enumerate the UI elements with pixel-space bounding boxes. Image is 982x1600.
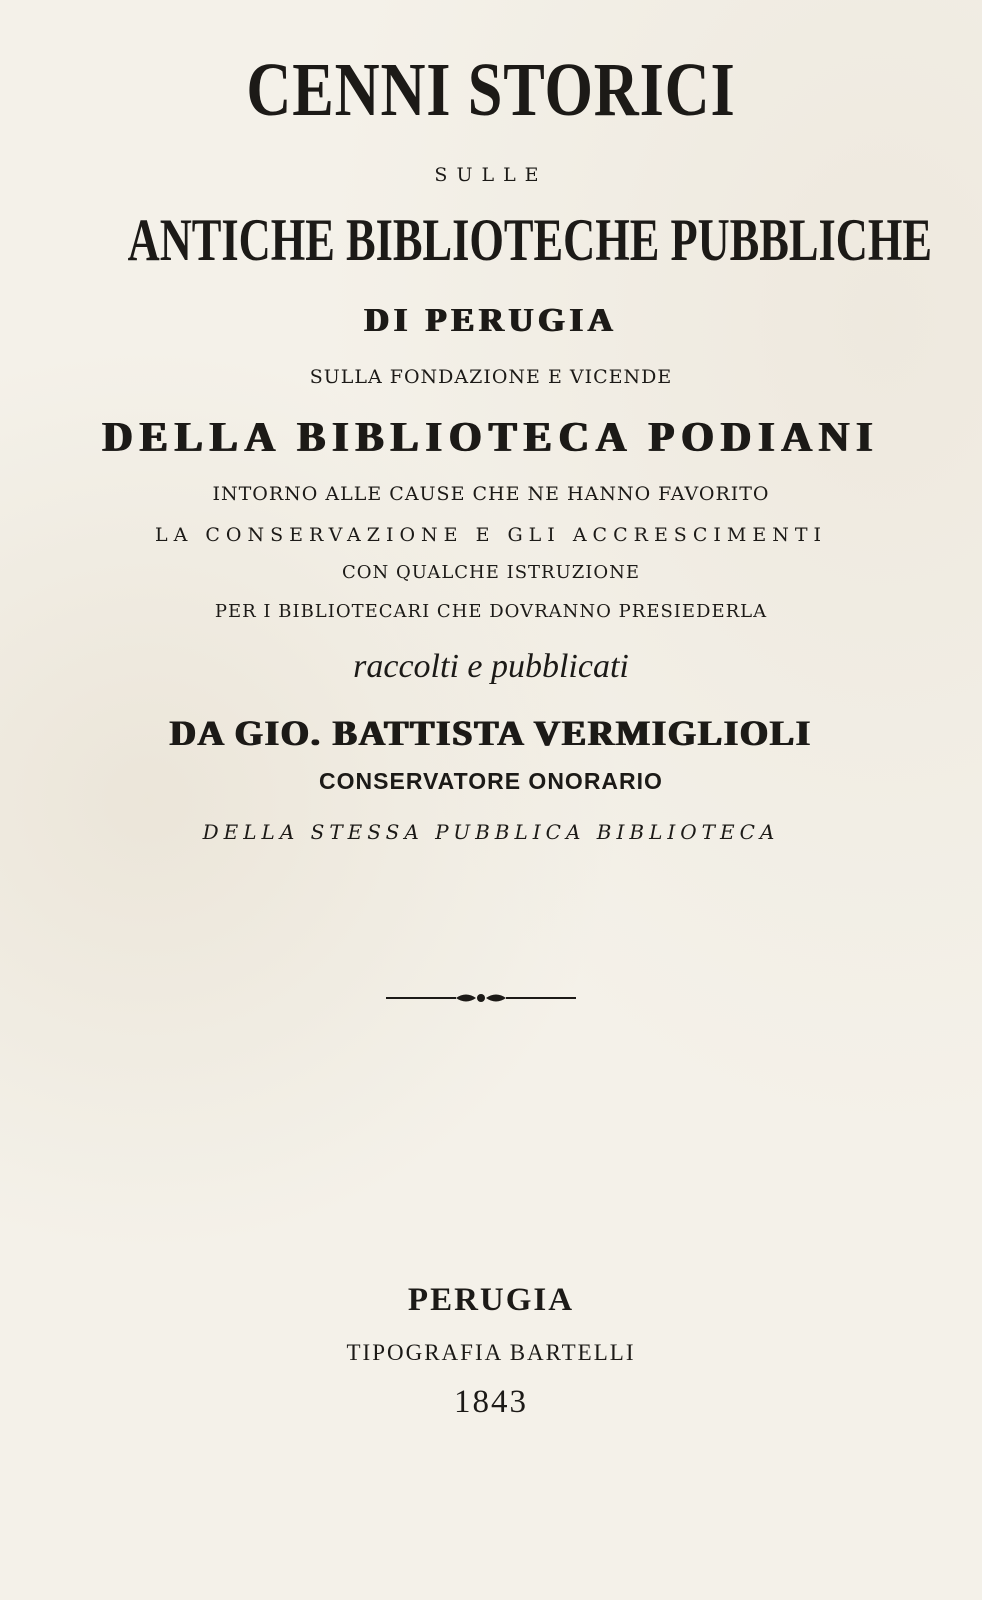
ornament-rule-icon <box>386 988 576 1008</box>
author-role: CONSERVATORE ONORARIO <box>319 768 663 794</box>
raccolti-e-pubblicati: raccolti e pubblicati <box>353 648 629 685</box>
subtitle-intorno: INTORNO ALLE CAUSE CHE NE HANNO FAVORITO <box>212 483 770 505</box>
author-institution: DELLA STESSA PUBBLICA BIBLIOTECA <box>202 820 780 844</box>
subtitle-bibliotecari: PER I BIBLIOTECARI CHE DOVRANNO PRESIEDERLA <box>214 601 768 622</box>
author-name: DA GIO. BATTISTA VERMIGLIOLI <box>169 713 813 753</box>
subtitle-qualche-istruzione: CON QUALCHE ISTRUZIONE <box>341 562 641 583</box>
imprint-year: 1843 <box>454 1384 528 1420</box>
title-cenni-storici: CENNI STORICI <box>246 48 736 132</box>
subtitle-biblioteca-podiani: DELLA BIBLIOTECA PODIANI <box>102 415 880 461</box>
title-di-perugia: DI PERUGIA <box>364 302 618 339</box>
title-sulle: SULLE <box>434 164 548 186</box>
subtitle-fondazione: SULLA FONDAZIONE E VICENDE <box>309 366 673 388</box>
subtitle-conservazione: LA CONSERVAZIONE E GLI ACCRESCIMENTI <box>154 524 827 546</box>
imprint-city: PERUGIA <box>407 1282 575 1318</box>
imprint-printer: TIPOGRAFIA BARTELLI <box>346 1340 636 1365</box>
title-antiche-biblioteche: ANTICHE BIBLIOTECHE PUBBLICHE <box>127 207 933 273</box>
